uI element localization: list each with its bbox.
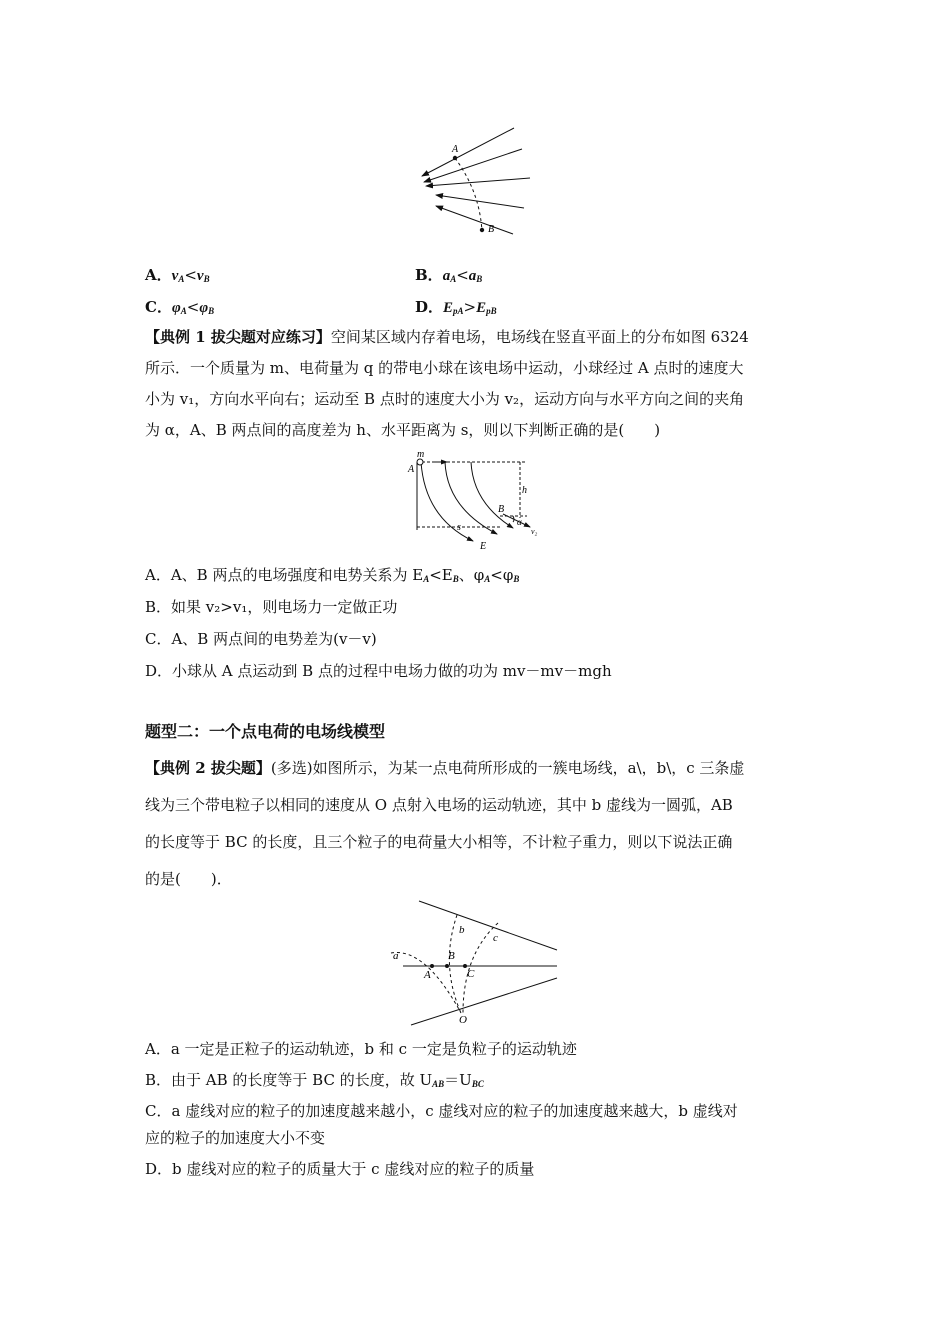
example1-option-c: C．A、B 两点间的电势差为(v－v)	[145, 630, 377, 648]
svg-text:O: O	[459, 1014, 467, 1026]
svg-text:A: A	[424, 969, 431, 981]
example2-line-3: 的长度等于 BC 的长度，且三个粒子的电荷量大小相等，不计粒子重力，则以下说法正确	[145, 833, 733, 851]
figure-field-lines-2	[405, 448, 550, 554]
example1-option-a: A．A、B 两点的电场强度和电势关系为 $E_A<E_B$、$\varphi_A<\varphi_B$	[145, 566, 520, 584]
svg-text:c: c	[493, 932, 498, 944]
q0-option-b: B．$a_A<a_B$	[415, 266, 483, 284]
example2-line-2: 线为三个带电粒子以相同的速度从 O 点射入电场的运动轨迹，其中 b 虚线为一圆弧，AB	[145, 796, 733, 814]
figure1-label-b: B	[488, 224, 495, 235]
q0-option-d: D．$E_{pA}>E_{pB}$	[415, 298, 497, 316]
svg-text:α: α	[517, 517, 522, 527]
example2-option-b: B．由于 AB 的长度等于 BC 的长度，故 $U_{AB}=U_{BC}$	[145, 1071, 484, 1089]
example1-line-4: 为 α，A、B 两点间的高度差为 h、水平距离为 s，则以下判断正确的是( )	[145, 421, 661, 439]
example2-line-4: 的是( )．	[145, 870, 232, 888]
svg-text:C: C	[467, 968, 475, 980]
figure1-label-a: A	[452, 144, 459, 155]
example2-tag: 【典例 2 拔尖题】	[145, 759, 271, 777]
svg-text:E: E	[480, 541, 487, 552]
svg-text:v₂: v₂	[531, 527, 538, 536]
svg-text:h: h	[522, 485, 527, 496]
figure-field-lines-3	[385, 895, 565, 1030]
svg-text:B: B	[448, 950, 455, 962]
example2-option-c-line-1: C．a 虚线对应的粒子的加速度越来越小，c 虚线对应的粒子的加速度越来越大，b 虚线对	[145, 1102, 738, 1120]
example1-line-2: 所示．一个质量为 m、电荷量为 q 的带电小球在该电场中运动，小球经过 A 点时的速度大	[145, 359, 744, 377]
q0-option-c: C．$\varphi_A<\varphi_B$	[145, 298, 215, 316]
example2-option-c-line-2: 应的粒子的加速度大小不变	[145, 1129, 326, 1147]
example1-tag: 【典例 1 拔尖题对应练习】	[145, 328, 331, 346]
section-title: 题型二：一个点电荷的电场线模型	[145, 722, 386, 741]
svg-text:b: b	[459, 924, 465, 936]
example2-option-d: D．b 虚线对应的粒子的质量大于 c 虚线对应的粒子的质量	[145, 1160, 535, 1178]
example1-option-d: D．小球从 A 点运动到 B 点的过程中电场力做的功为 mv－mv－mgh	[145, 662, 612, 680]
svg-text:m: m	[417, 449, 425, 460]
example1-option-b: B．如果 v₂>v₁，则电场力一定做正功	[145, 598, 398, 616]
svg-text:s: s	[457, 522, 461, 533]
svg-text:a: a	[393, 950, 399, 962]
example2-option-a: A．a 一定是正粒子的运动轨迹，b 和 c 一定是负粒子的运动轨迹	[145, 1040, 577, 1058]
q0-option-a: A．$v_A<v_B$	[145, 266, 210, 284]
figure-field-lines-1	[410, 122, 550, 240]
example2-line-1: 【典例 2 拔尖题】(多选)如图所示，为某一点电荷所形成的一簇电场线，a\，b\，c 三条虚	[145, 759, 745, 777]
svg-text:B: B	[498, 504, 505, 515]
example1-line-3: 小为 v₁，方向水平向右；运动至 B 点时的速度大小为 v₂，运动方向与水平方向之间的夹角	[145, 390, 745, 408]
example1-line-1: 【典例 1 拔尖题对应练习】空间某区域内存着电场，电场线在竖直平面上的分布如图 6324	[145, 328, 749, 346]
svg-text:A: A	[408, 464, 415, 475]
